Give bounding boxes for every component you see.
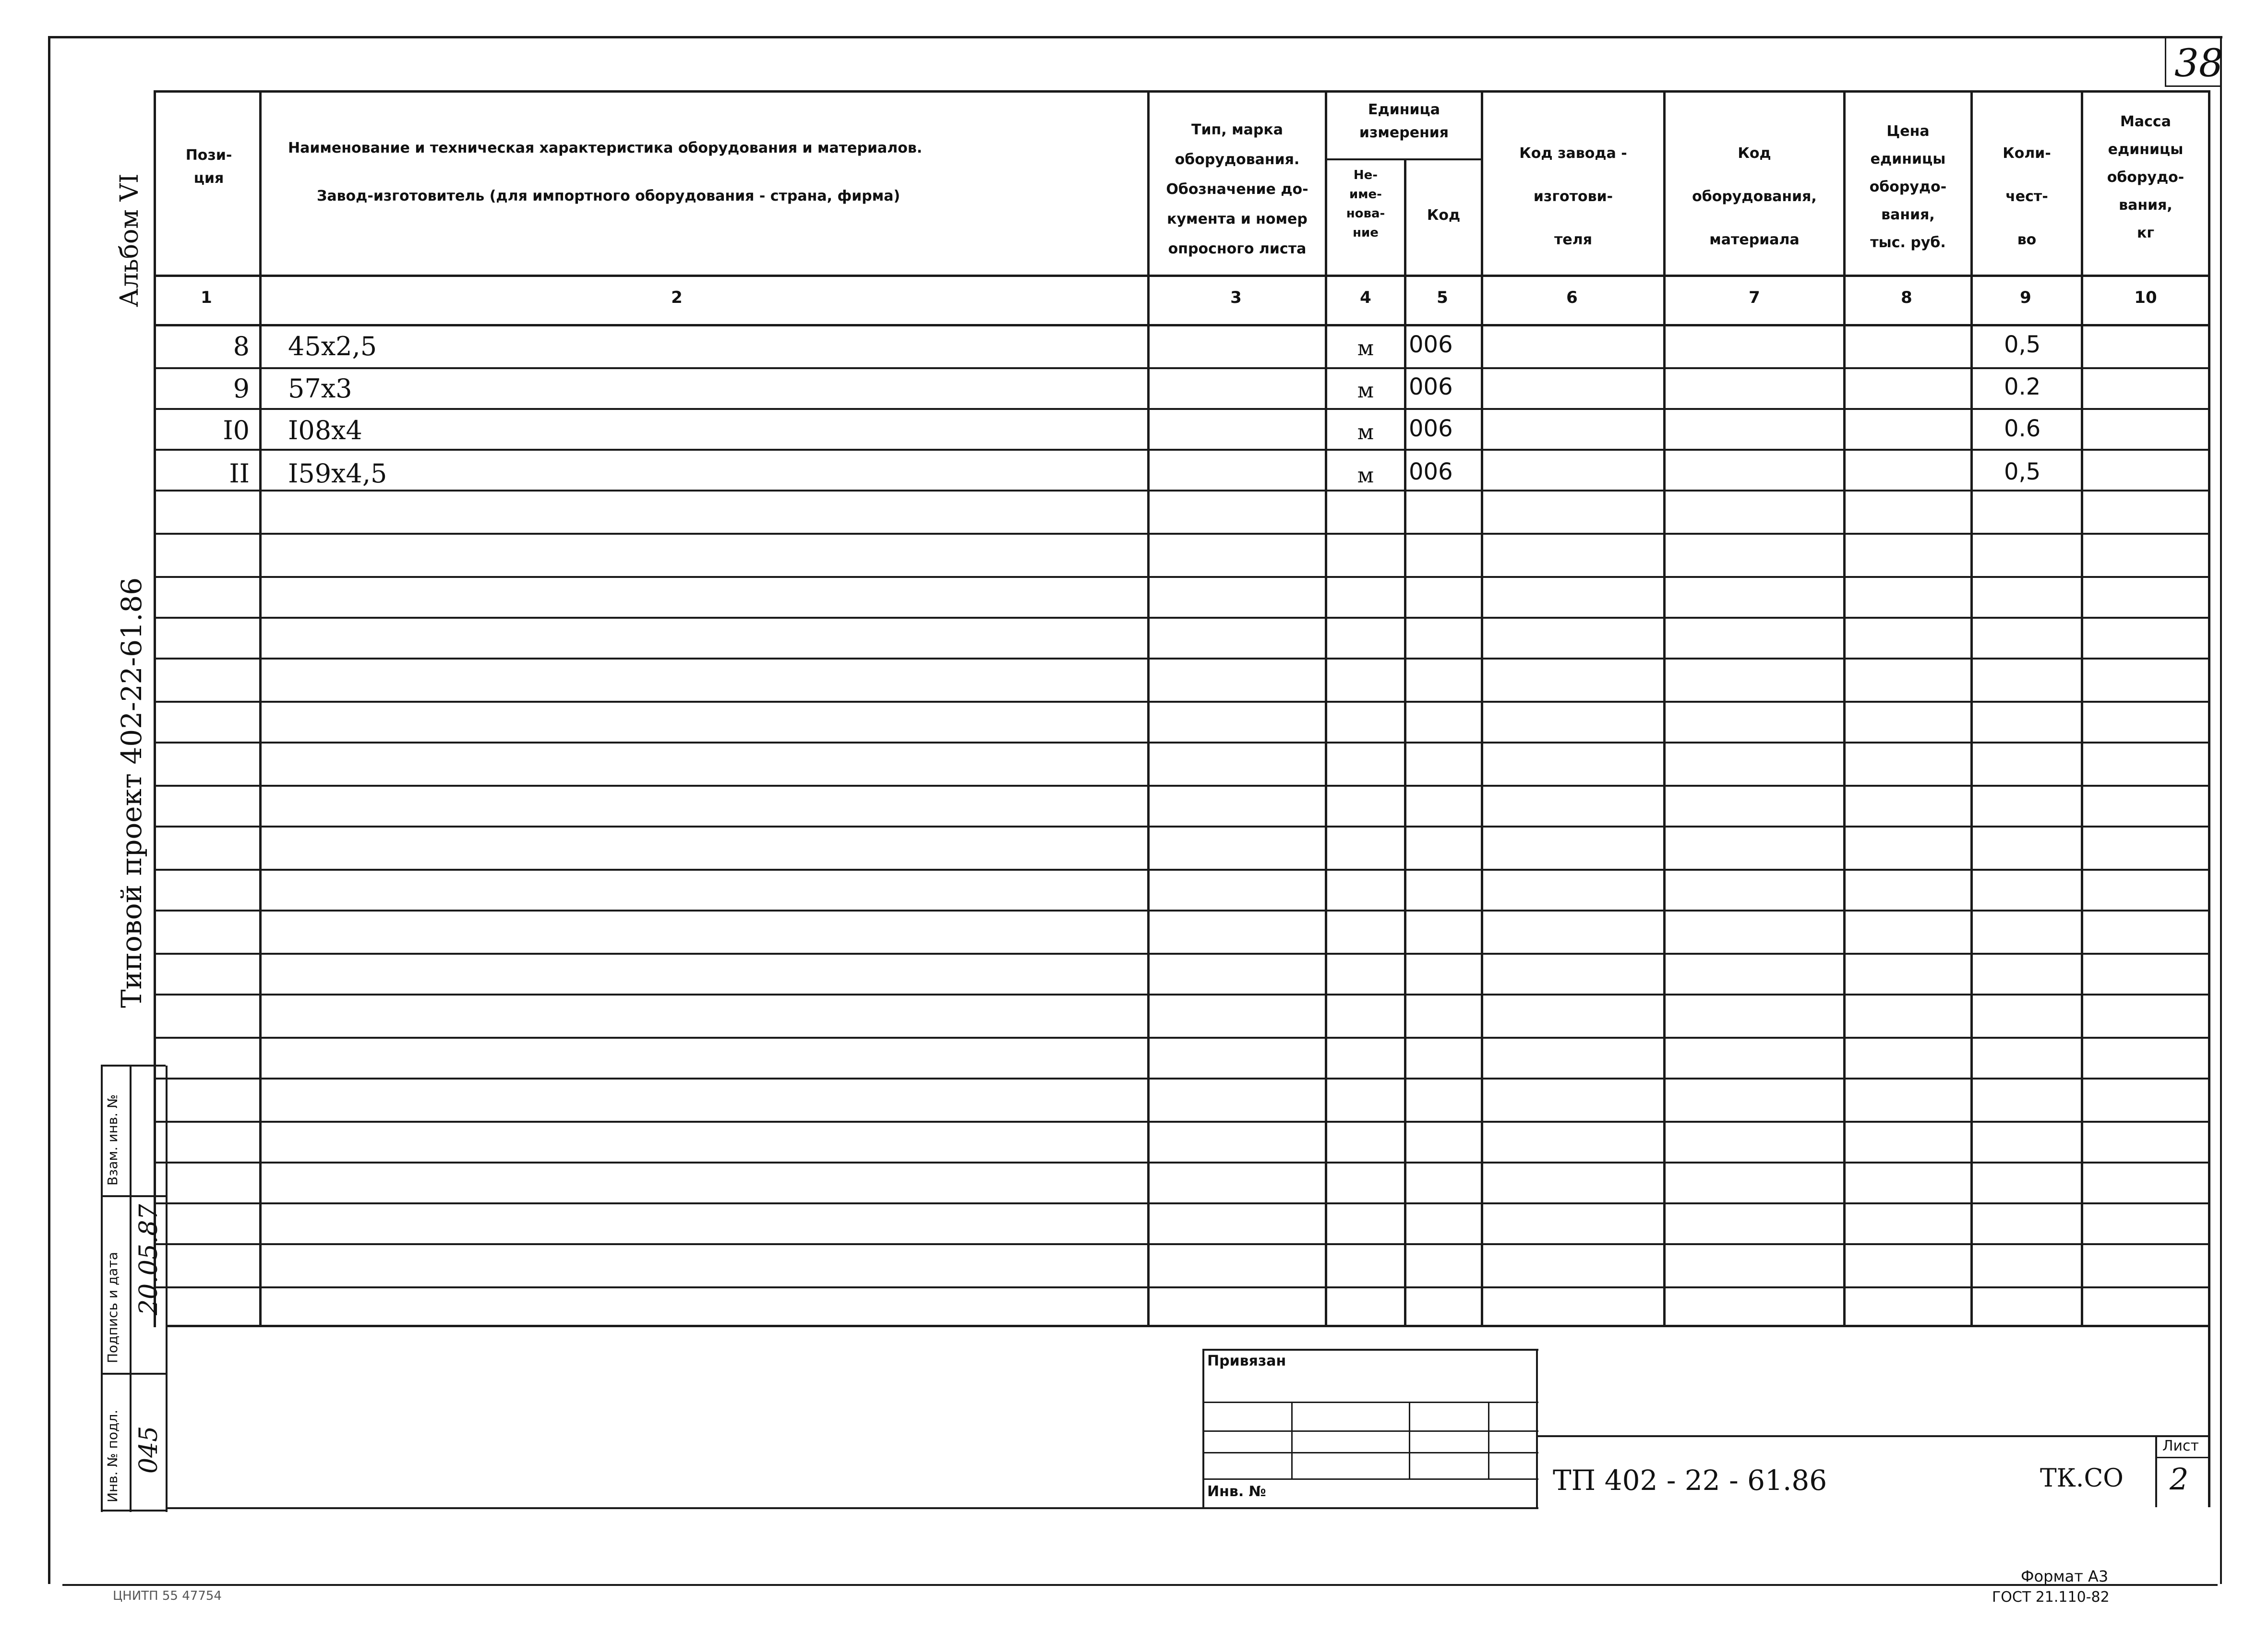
- row-position: I0: [223, 415, 250, 445]
- row-line: [154, 1286, 2210, 1288]
- row-qty: 0,5: [2004, 331, 2041, 358]
- stamp-div-2: [101, 1373, 166, 1375]
- row-qty: 0.6: [2004, 415, 2041, 442]
- corner-sheet-number: 38: [2174, 41, 2223, 85]
- row-line: [154, 1202, 2210, 1204]
- title-top: [1536, 1435, 2210, 1437]
- row-position: 9: [233, 373, 250, 404]
- col-sep-5: [1481, 91, 1483, 1327]
- row-line: [154, 785, 2210, 787]
- column-number: 3: [1230, 288, 1242, 307]
- column-number: 5: [1437, 288, 1448, 307]
- row-line: [154, 533, 2210, 535]
- row-position: II: [229, 458, 250, 489]
- col-sep-1: [259, 91, 262, 1327]
- col-sep-8: [1970, 91, 1973, 1327]
- row-line: [154, 1162, 2210, 1164]
- project-label: Типовой проект 402-22-61.86: [115, 577, 148, 1008]
- stamp-inv-podl-label: Инв. № подл.: [105, 1409, 120, 1502]
- row-name: I59x4,5: [288, 458, 387, 489]
- bottom-area-top: [166, 1325, 2210, 1327]
- header-name-line1: Наименование и техническая характеристика оборудования и материалов.: [288, 140, 923, 156]
- unit-group-divider: [1325, 158, 1483, 160]
- gost-label: ГОСТ 21.110-82: [1992, 1589, 2110, 1606]
- column-number: 7: [1749, 288, 1760, 307]
- row-name: 45x2,5: [288, 331, 377, 361]
- row-unit: м: [1357, 463, 1374, 488]
- doc-mark: ТК.СО: [2040, 1464, 2124, 1493]
- bottom-area-bottom: [166, 1507, 1538, 1509]
- row-unit: м: [1357, 420, 1374, 444]
- header-equip-code: Код оборудования, материала: [1692, 145, 1817, 248]
- header-type: Тип, марка оборудования. Обозначение до- кумента и номер опросного листа: [1166, 121, 1308, 257]
- row-line: [154, 449, 2210, 451]
- row-unit: м: [1357, 378, 1374, 403]
- row-line: [154, 1078, 2210, 1080]
- row-code: 006: [1409, 331, 1453, 358]
- format-label: Формат А3: [2021, 1567, 2109, 1585]
- stamp-bottom: [101, 1510, 166, 1512]
- doc-code: ТП 402 - 22 - 61.86: [1553, 1464, 1827, 1497]
- sheet-number: 2: [2170, 1462, 2189, 1497]
- header-factory-code: Код завода - изготови- теля: [1519, 145, 1627, 248]
- header-unit-group: Единица измерения: [1359, 101, 1449, 141]
- row-line: [154, 1037, 2210, 1039]
- stamp-date-handwritten: 20.05.87: [134, 1204, 163, 1315]
- header-bottom: [154, 275, 2210, 277]
- privyazan-label: Привязан: [1207, 1353, 1286, 1369]
- stamp-top: [101, 1065, 166, 1067]
- row-line: [154, 658, 2210, 660]
- priv-top: [1202, 1349, 1538, 1351]
- corner-box-left: [2165, 38, 2166, 86]
- col-sep-9: [2081, 91, 2083, 1327]
- row-line: [154, 408, 2210, 410]
- row-unit: м: [1357, 336, 1374, 360]
- stamp-podpis-label: Подпись и дата: [105, 1252, 120, 1363]
- header-unit-name: Не- име- нова- ние: [1346, 168, 1385, 240]
- inv-no-label: Инв. №: [1207, 1483, 1266, 1500]
- row-position: 8: [233, 331, 250, 361]
- header-qty: Коли- чест- во: [2003, 145, 2051, 248]
- row-line: [154, 490, 2210, 492]
- header-pos: Пози- ция: [185, 147, 232, 187]
- bottom-area-left: [166, 1325, 168, 1512]
- row-line: [154, 701, 2210, 703]
- priv-col-1: [1291, 1402, 1293, 1478]
- row-line: [154, 994, 2210, 996]
- priv-row-4: [1202, 1478, 1538, 1480]
- row-qty: 0,5: [2004, 458, 2041, 485]
- row-line: [154, 1121, 2210, 1123]
- header-mass: Масса единицы оборудо- вания, кг: [2107, 113, 2184, 241]
- stamp-inv-handwritten: 045: [134, 1426, 163, 1474]
- row-line: [154, 910, 2210, 912]
- priv-left: [1202, 1349, 1204, 1507]
- column-number: 10: [2134, 288, 2157, 307]
- table-top: [154, 90, 2210, 93]
- row-line: [154, 742, 2210, 744]
- column-number: 1: [201, 288, 212, 307]
- header-unit-code: Код: [1427, 207, 1461, 224]
- priv-col-3: [1488, 1402, 1489, 1478]
- row-name: I08x4: [288, 415, 362, 445]
- stamp-outer-left: [101, 1066, 103, 1512]
- row-line: [154, 869, 2210, 871]
- row-name: 57x3: [288, 373, 352, 404]
- frame-right: [2220, 36, 2222, 1584]
- col-sep-3: [1325, 91, 1327, 1327]
- row-qty: 0.2: [2004, 373, 2041, 400]
- row-line: [154, 826, 2210, 828]
- column-number: 9: [2020, 288, 2031, 307]
- row-code: 006: [1409, 415, 1453, 442]
- bottom-area-right: [2208, 1325, 2210, 1507]
- colnums-bottom: [154, 324, 2210, 326]
- stamp-div-1: [101, 1195, 166, 1197]
- col-sep-7: [1843, 91, 1846, 1327]
- album-label: Альбом VI: [115, 173, 144, 307]
- corner-box-bottom: [2165, 85, 2220, 87]
- header-name-line2: Завод-изготовитель (для импортного оборудования - страна, фирма): [317, 188, 900, 204]
- title-sheet-label-sep: [2155, 1457, 2210, 1458]
- frame-left: [48, 36, 50, 1584]
- column-number: 6: [1566, 288, 1578, 307]
- title-sheet-sep: [2155, 1435, 2157, 1507]
- column-number: 4: [1360, 288, 1371, 307]
- stamp-inner-left: [130, 1066, 132, 1512]
- col-sep-2: [1147, 91, 1150, 1327]
- stamp-vzam-label: Взам. инв. №: [105, 1094, 120, 1186]
- sheet-label: Лист: [2162, 1438, 2199, 1454]
- row-line: [154, 367, 2210, 369]
- row-line: [154, 953, 2210, 955]
- priv-col-2: [1409, 1402, 1410, 1478]
- column-number: 8: [1901, 288, 1912, 307]
- row-code: 006: [1409, 458, 1453, 485]
- row-line: [154, 1243, 2210, 1245]
- header-price: Цена единицы оборудо- вания, тыс. руб.: [1869, 123, 1947, 251]
- frame-top: [48, 36, 2222, 38]
- col-sep-6: [1663, 91, 1666, 1327]
- priv-right: [1536, 1349, 1538, 1507]
- left-code-label: ЦНИТП 55 47754: [113, 1589, 222, 1603]
- frame-bottom: [62, 1584, 2218, 1586]
- row-line: [154, 576, 2210, 578]
- column-number: 2: [671, 288, 683, 307]
- row-code: 006: [1409, 373, 1453, 400]
- row-line: [154, 617, 2210, 619]
